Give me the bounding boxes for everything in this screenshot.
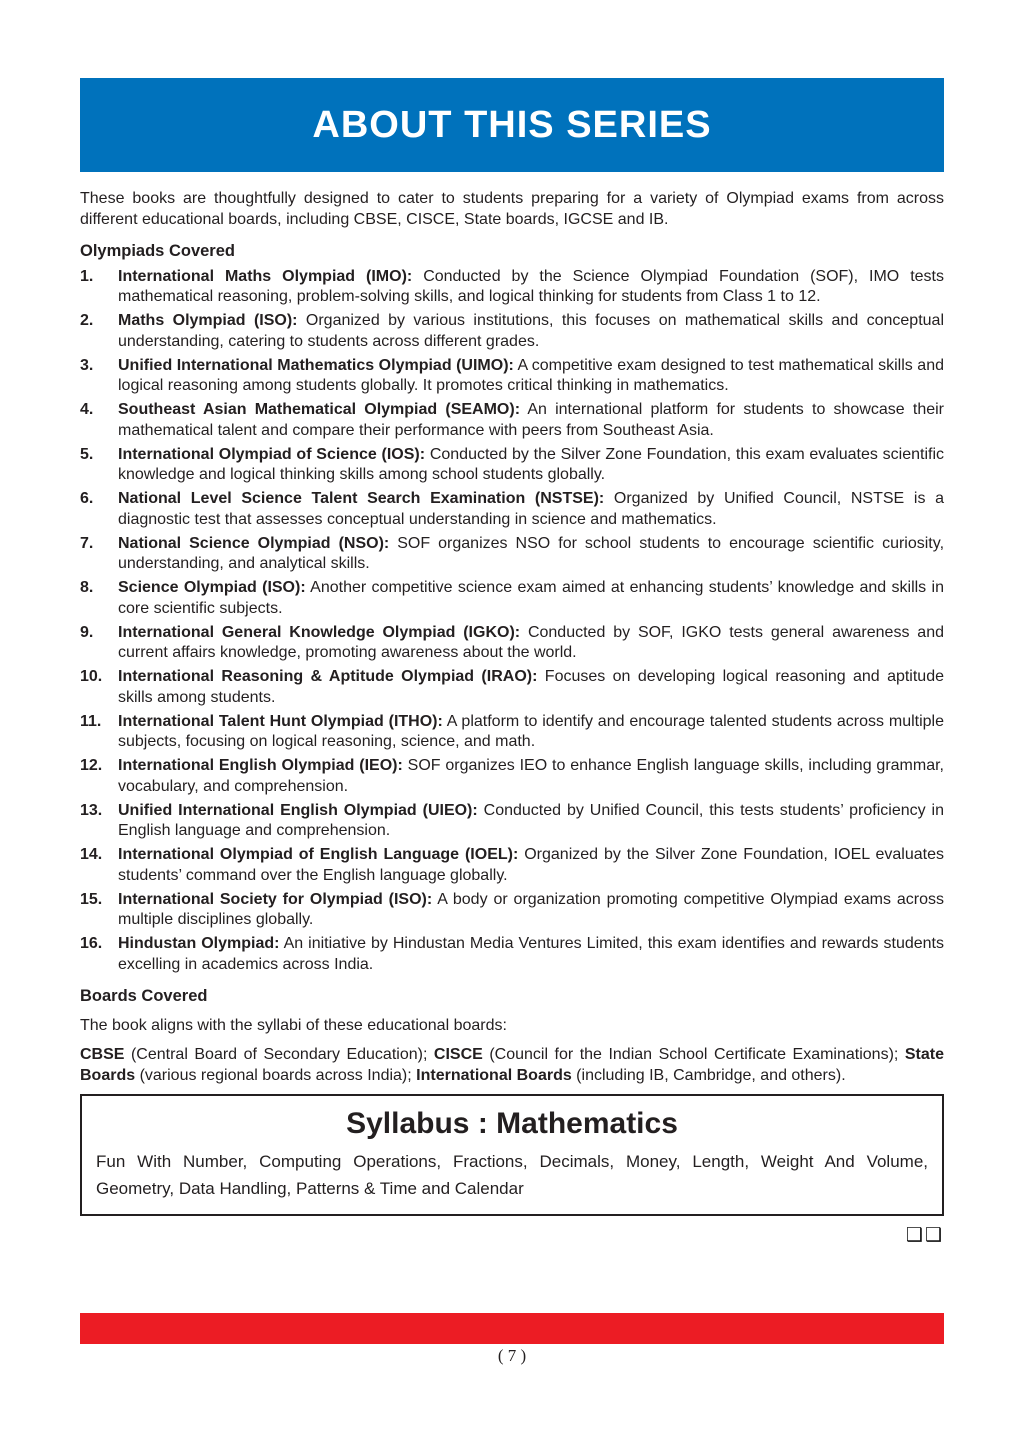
item-lead: International Reasoning & Aptitude Olympiad (IRAO):	[118, 668, 538, 685]
item-text	[118, 489, 944, 530]
item-lead: National Level Science Talent Search Examination (NSTSE):	[118, 490, 605, 507]
list-item	[80, 578, 944, 619]
syllabus-content: Fun With Number, Computing Operations, Fractions, Decimals, Money, Length, Weight And Volume, Geometry, Data Handling, Patterns & Time and Calendar	[96, 1152, 928, 1198]
item-number: 7.	[80, 534, 94, 552]
boards-heading: Boards Covered	[80, 987, 208, 1005]
item-text	[118, 890, 944, 931]
board-desc: (including IB, Cambridge, and others).	[571, 1066, 846, 1084]
boards-intro: The book aligns with the syllabi of these educational boards:	[80, 1016, 507, 1034]
item-lead: International Talent Hunt Olympiad (ITHO):	[118, 712, 443, 730]
item-desc: Conducted by the Science Olympiad Foundation (SOF), IMO tests mathematical reasoning, problem-solving skills, and logical thinking for students from Class 1 to 12.	[118, 267, 944, 305]
board-name: International Boards	[416, 1066, 572, 1084]
item-desc: A competitive exam designed to test mathematical skills and logical reasoning among students globally. It promotes critical thinking in mathematics.	[118, 356, 945, 394]
list-item	[80, 311, 944, 352]
item-lead: International Society for Olympiad (ISO):	[118, 890, 433, 908]
board-name: State Boards	[80, 1046, 944, 1084]
item-text	[118, 311, 944, 352]
item-number: 10.	[80, 668, 103, 685]
item-lead: International Maths Olympiad (IMO):	[118, 267, 413, 285]
page-number: ( 7 )	[497, 1346, 527, 1365]
item-number: 5.	[80, 445, 94, 463]
board-desc: (Council for the Indian School Certificate Examinations);	[482, 1046, 905, 1063]
item-text	[118, 801, 944, 842]
list-item	[80, 712, 944, 753]
item-number: 13.	[80, 801, 103, 819]
item-number: 14.	[80, 846, 103, 863]
item-number: 16.	[80, 935, 103, 952]
item-text	[118, 623, 944, 664]
board-name: CISCE	[433, 1046, 483, 1063]
page-title: ABOUT THIS SERIES	[312, 103, 712, 146]
item-lead: Maths Olympiad (ISO):	[118, 312, 298, 329]
list-item	[80, 489, 944, 530]
syllabus-box	[80, 1094, 944, 1216]
item-number: 3.	[80, 356, 94, 374]
list-item	[80, 534, 944, 575]
item-desc: Organized by the Silver Zone Foundation, IOEL evaluates students’ command over the English language globally.	[118, 846, 945, 884]
list-item	[80, 756, 944, 797]
board-desc: (various regional boards across India);	[135, 1066, 417, 1084]
item-desc: Conducted by the Silver Zone Foundation, this exam evaluates scientific knowledge and logical thinking skills among school students globally.	[118, 445, 945, 483]
list-item	[80, 623, 944, 664]
item-lead: Unified International Mathematics Olympiad (UIMO):	[118, 356, 514, 374]
list-item	[80, 267, 944, 308]
item-text	[118, 845, 944, 886]
item-number: 2.	[80, 312, 94, 329]
item-number: 8.	[80, 579, 94, 596]
item-number: 1.	[80, 267, 94, 285]
item-text	[118, 934, 944, 975]
item-text	[118, 400, 944, 441]
item-desc: Organized by various institutions, this focuses on mathematical skills and conceptual understanding, catering to students across different grades.	[118, 312, 945, 350]
item-lead: International English Olympiad (IEO):	[118, 757, 403, 774]
list-item	[80, 400, 944, 441]
item-desc: Organized by Unified Council, NSTSE is a diagnostic test that assesses conceptual understanding in science and mathematics.	[118, 490, 944, 528]
board-name: CBSE	[80, 1046, 125, 1063]
item-lead: Southeast Asian Mathematical Olympiad (SEAMO):	[118, 401, 521, 418]
board-desc: (Central Board of Secondary Education);	[124, 1046, 434, 1063]
item-desc: An initiative by Hindustan Media Ventures Limited, this exam identifies and rewards students excelling in academics across India.	[118, 935, 944, 973]
item-number: 9.	[80, 623, 94, 641]
item-text	[118, 267, 944, 308]
boards-paragraph	[80, 1045, 944, 1086]
item-lead: Unified International English Olympiad (UIEO):	[118, 801, 478, 819]
list-item	[80, 667, 944, 708]
syllabus-title: Syllabus : Mathematics	[346, 1107, 678, 1140]
item-desc: SOF organizes IEO to enhance English language skills, including grammar, vocabulary, and comprehension.	[118, 757, 945, 795]
list-item	[80, 801, 944, 842]
item-lead: International General Knowledge Olympiad (IGKO):	[118, 623, 521, 641]
intro-paragraph: These books are thoughtfully designed to cater to students preparing for a variety of Olympiad exams from across different educational boards, including CBSE, CISCE, State boards, IGCSE and IB.	[80, 190, 944, 228]
item-desc: An international platform for students to showcase their mathematical talent and compare their performance with peers from Southeast Asia.	[118, 401, 945, 439]
item-number: 11.	[80, 712, 102, 730]
olympiads-list	[80, 267, 944, 976]
list-item	[80, 445, 944, 486]
item-text	[118, 445, 944, 486]
item-desc: Focuses on developing logical reasoning and aptitude skills among students.	[118, 668, 945, 706]
end-of-section-squares-icon: ❑❑	[905, 1225, 944, 1246]
item-text	[118, 712, 944, 753]
item-desc: Another competitive science exam aimed at enhancing students’ knowledge and skills in core scientific subjects.	[118, 579, 945, 617]
item-lead: International Olympiad of Science (IOS):	[118, 445, 426, 463]
item-lead: International Olympiad of English Language (IOEL):	[118, 846, 519, 863]
item-lead: Hindustan Olympiad:	[118, 935, 280, 952]
item-lead: National Science Olympiad (NSO):	[118, 534, 390, 552]
list-item	[80, 845, 944, 886]
item-text	[118, 356, 944, 397]
item-number: 12.	[80, 757, 103, 774]
item-text	[118, 667, 944, 708]
title-banner	[80, 78, 944, 172]
item-lead: Science Olympiad (ISO):	[118, 579, 306, 596]
item-number: 4.	[80, 401, 94, 418]
item-text	[118, 534, 944, 575]
content-area	[80, 78, 944, 1247]
item-number: 6.	[80, 490, 94, 507]
item-text	[118, 578, 944, 619]
olympiads-heading: Olympiads Covered	[80, 242, 235, 260]
item-number: 15.	[80, 890, 103, 908]
footer-red-bar	[80, 1313, 944, 1344]
item-desc: SOF organizes NSO for school students to encourage scientific curiosity, understanding, and analytical skills.	[118, 534, 945, 572]
item-desc: A platform to identify and encourage talented students across multiple subjects, focusing on logical reasoning, science, and math.	[118, 712, 944, 750]
list-item	[80, 356, 944, 397]
item-desc: A body or organization promoting competitive Olympiad exams across multiple disciplines globally.	[118, 890, 945, 928]
item-desc: Conducted by Unified Council, this tests students’ proficiency in English language and comprehension.	[118, 801, 945, 839]
list-item	[80, 890, 944, 931]
item-desc: Conducted by SOF, IGKO tests general awareness and current affairs knowledge, promoting awareness about the world.	[118, 623, 944, 661]
list-item	[80, 934, 944, 975]
item-text	[118, 756, 944, 797]
